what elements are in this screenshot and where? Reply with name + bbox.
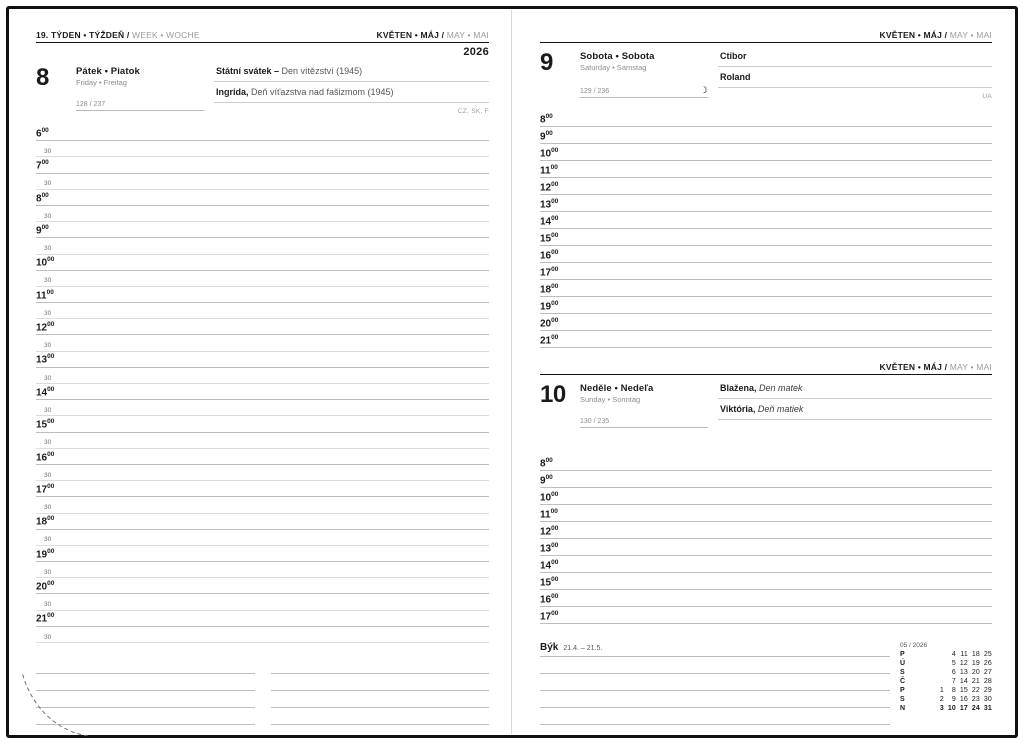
hour-row[interactable] <box>540 280 992 297</box>
sunday-name-column <box>574 383 708 428</box>
mini-calendar-date: 31 <box>983 705 992 713</box>
hour-row[interactable] <box>540 331 992 348</box>
saturday-day-number: 9 <box>540 49 553 76</box>
hour-row[interactable] <box>540 539 992 556</box>
saturday-weekday-name-translated: Saturday • Samstag <box>580 63 647 72</box>
mini-calendar-date: 21 <box>971 678 980 686</box>
friday-holiday-label: Státní svátek – <box>216 66 280 76</box>
hour-label: $19^{00}$ <box>540 299 559 312</box>
hour-row[interactable] <box>540 573 992 590</box>
half-hour-label: 30 <box>44 633 52 641</box>
month-name-text: KVĚTEN • MÁJ / <box>376 30 445 40</box>
sunday-footer <box>540 642 992 725</box>
mini-calendar-date: 2 <box>939 696 944 704</box>
half-hour-label: 30 <box>44 342 52 350</box>
hour-label: $20^{00}$ <box>36 580 55 593</box>
note-line[interactable] <box>36 674 255 691</box>
hour-label: $9^{00}$ <box>36 223 49 237</box>
mini-calendar-date: 17 <box>959 705 968 713</box>
mini-calendar-date: 27 <box>983 669 992 677</box>
hour-label: $14^{00}$ <box>36 385 55 399</box>
sunday-nameday-1: Blažena, <box>720 383 757 393</box>
mini-calendar-day-letter: S <box>900 669 905 677</box>
mini-calendar-date <box>935 660 944 669</box>
half-hour-label: 30 <box>44 471 52 479</box>
notes-column-left[interactable] <box>36 657 255 725</box>
mini-calendar-date: 9 <box>951 696 956 704</box>
half-hour-row[interactable] <box>36 271 489 287</box>
half-hour-label: 30 <box>44 245 52 252</box>
hour-row[interactable] <box>36 481 489 497</box>
zodiac-date-range: 21.4. – 21.5. <box>563 645 603 652</box>
friday-weekday-name: Pátek • Piatok <box>76 66 140 77</box>
right-running-head-mid <box>540 362 992 375</box>
sunday-weekday-name: Neděle • Nedeľa <box>580 383 654 394</box>
half-hour-label: 30 <box>44 601 52 609</box>
mini-calendar-date: 1 <box>939 687 944 695</box>
half-hour-row[interactable] <box>36 562 489 578</box>
note-line[interactable] <box>36 657 255 674</box>
note-line[interactable] <box>36 708 255 725</box>
left-page <box>10 10 512 734</box>
hour-row[interactable] <box>36 449 489 465</box>
half-hour-row[interactable] <box>36 335 489 351</box>
saturday-number-column <box>540 51 574 100</box>
mini-calendar-date: 4 <box>951 651 956 659</box>
hour-label: $9^{00}$ <box>540 473 553 486</box>
mini-calendar-day-letter: S <box>900 696 905 704</box>
mini-calendar-date <box>935 669 944 678</box>
half-hour-row[interactable] <box>36 465 489 481</box>
hour-label: $18^{00}$ <box>36 515 55 528</box>
mini-calendar-row <box>900 696 992 705</box>
half-hour-label: 30 <box>44 374 52 382</box>
mini-calendar-cells <box>910 669 992 678</box>
hour-label: $10^{00}$ <box>540 146 559 159</box>
hour-label: $11^{00}$ <box>540 163 558 176</box>
note-line[interactable] <box>540 674 890 691</box>
hour-label: $13^{00}$ <box>540 541 559 554</box>
mini-calendar-cells <box>910 651 992 660</box>
saturday-country-codes: UA <box>982 93 992 100</box>
half-hour-row[interactable] <box>36 174 489 190</box>
hour-label: $13^{00}$ <box>540 197 559 210</box>
hour-row[interactable] <box>540 488 992 505</box>
hour-row[interactable] <box>540 246 992 263</box>
hour-label: $17^{00}$ <box>540 609 559 622</box>
mini-calendar-row <box>900 651 992 660</box>
mini-calendar-date: 11 <box>960 651 968 659</box>
hour-label: $9^{00}$ <box>540 129 553 142</box>
hour-label: $21^{00}$ <box>540 333 559 346</box>
hour-row[interactable] <box>36 157 489 173</box>
hour-row[interactable] <box>36 222 489 238</box>
hour-label: $8^{00}$ <box>540 112 553 125</box>
friday-country-codes: CZ, SK, F <box>457 108 489 115</box>
saturday-nameday-line-2[interactable] <box>718 72 992 88</box>
hour-row[interactable] <box>36 416 489 432</box>
week-label-translations: WEEK • WOCHE <box>131 30 200 40</box>
hour-row[interactable] <box>36 255 489 271</box>
moon-phase-icon: ☽ <box>699 85 708 95</box>
sunday-day-progress: 130 / 235 <box>580 418 708 428</box>
hour-label: $6^{00}$ <box>36 126 49 140</box>
half-hour-row[interactable] <box>36 530 489 546</box>
mini-calendar-date: 13 <box>959 669 968 677</box>
mini-calendar-cells <box>910 678 992 687</box>
mini-calendar-date: 28 <box>983 678 992 686</box>
mini-calendar-day-letter: P <box>900 687 905 695</box>
hour-label: $8^{00}$ <box>540 456 553 469</box>
half-hour-label: 30 <box>44 147 52 155</box>
hour-row[interactable] <box>36 287 489 303</box>
note-line[interactable] <box>540 708 890 725</box>
mini-calendar-cells <box>910 660 992 669</box>
hour-row[interactable] <box>540 229 992 246</box>
mini-calendar-cells <box>910 687 992 696</box>
friday-holiday-line[interactable] <box>214 66 489 82</box>
note-line[interactable] <box>540 691 890 708</box>
mini-calendar-day-letter: N <box>900 705 906 713</box>
mini-calendar-date: 25 <box>983 651 992 659</box>
hour-label: $15^{00}$ <box>540 575 559 588</box>
hour-row[interactable] <box>540 195 992 212</box>
mini-calendar-day-letter: Ú <box>900 660 906 668</box>
mini-calendar-date: 10 <box>947 705 956 713</box>
friday-notes-area[interactable] <box>204 66 489 115</box>
mini-calendar-date: 20 <box>971 669 980 677</box>
note-line[interactable] <box>271 657 490 674</box>
hour-label: $20^{00}$ <box>540 316 559 329</box>
half-hour-row[interactable] <box>36 141 489 157</box>
hour-row[interactable] <box>540 144 992 161</box>
hour-row[interactable] <box>540 471 992 488</box>
friday-weekday-name-translated: Friday • Freitag <box>76 78 127 87</box>
half-hour-label: 30 <box>44 309 52 317</box>
half-hour-row[interactable] <box>36 368 489 384</box>
friday-nameday-line[interactable] <box>214 87 489 103</box>
mini-calendar-row <box>900 678 992 687</box>
half-hour-row[interactable] <box>36 627 489 643</box>
right-page <box>512 10 1014 734</box>
hour-label: $8^{00}$ <box>36 191 49 204</box>
right-running-head-top <box>540 30 992 43</box>
zodiac-name: Býk <box>540 642 559 653</box>
mini-calendar-row-sunday <box>900 705 992 714</box>
half-hour-label: 30 <box>44 439 52 447</box>
mini-calendar <box>900 642 992 714</box>
note-line[interactable] <box>540 657 890 674</box>
mini-calendar-date: 8 <box>951 687 956 695</box>
hour-label: $12^{00}$ <box>36 321 55 334</box>
mini-calendar-cells <box>910 696 992 705</box>
hour-label: $17^{00}$ <box>540 265 559 278</box>
mini-calendar-cells <box>910 705 992 714</box>
note-line[interactable] <box>271 691 490 708</box>
half-hour-label: 30 <box>44 212 52 220</box>
spread-content <box>10 10 1014 734</box>
note-line[interactable] <box>271 674 490 691</box>
zodiac-and-notes[interactable] <box>540 642 900 725</box>
mini-calendar-row <box>900 669 992 678</box>
saturday-names-area[interactable] <box>708 51 992 100</box>
hour-label: $7^{00}$ <box>36 159 49 172</box>
sunday-header <box>540 383 992 428</box>
mini-calendar-date: 23 <box>971 696 980 704</box>
half-hour-row[interactable] <box>36 497 489 513</box>
friday-number-column <box>36 66 70 115</box>
mini-calendar-day-letter: P <box>900 651 905 659</box>
saturday-weekday-name: Sobota • Sobota <box>580 51 655 62</box>
hour-row[interactable] <box>540 263 992 280</box>
hour-label: $15^{00}$ <box>36 418 55 431</box>
hour-label: $10^{00}$ <box>36 256 55 269</box>
mini-calendar-date: 26 <box>983 660 992 668</box>
saturday-nameday-2: Roland <box>720 72 751 82</box>
week-number-text: 19. TÝDEN • TÝŽDEŇ / <box>36 30 130 40</box>
sunday-number-column <box>540 383 574 428</box>
half-hour-row[interactable] <box>36 400 489 416</box>
hour-row[interactable] <box>36 125 489 141</box>
hour-row[interactable] <box>540 297 992 314</box>
mini-calendar-date: 12 <box>959 660 968 668</box>
mini-calendar-date: 14 <box>959 678 968 686</box>
hour-row[interactable] <box>540 454 992 471</box>
hour-row[interactable] <box>540 522 992 539</box>
hour-label: $11^{00}$ <box>36 288 54 302</box>
hour-label: $12^{00}$ <box>540 524 559 537</box>
friday-nameday-label: Ingrida, <box>216 87 249 97</box>
hour-label: $19^{00}$ <box>36 547 55 561</box>
sunday-day-number: 10 <box>540 381 566 408</box>
mini-calendar-date: 15 <box>959 687 968 695</box>
half-hour-label: 30 <box>44 406 52 414</box>
half-hour-row[interactable] <box>36 303 489 319</box>
hour-row[interactable] <box>540 178 992 195</box>
mini-calendar-date <box>935 651 944 660</box>
mini-calendar-date: 5 <box>951 660 956 668</box>
hour-row[interactable] <box>36 384 489 400</box>
month-name-text-saturday: KVĚTEN • MÁJ / <box>879 30 948 40</box>
notes-column-right[interactable] <box>271 657 490 725</box>
hour-row[interactable] <box>540 212 992 229</box>
week-label <box>36 30 200 40</box>
half-hour-row[interactable] <box>36 206 489 222</box>
sunday-nameday-line-2[interactable] <box>718 404 992 420</box>
mini-calendar-title: 05 / 2026 <box>900 642 928 649</box>
half-hour-label: 30 <box>44 568 52 576</box>
zodiac-row <box>540 642 890 657</box>
saturday-name-column <box>574 51 708 100</box>
hour-label: $14^{00}$ <box>540 214 559 227</box>
saturday-day-progress: 129 / 236 <box>580 88 610 95</box>
hour-row[interactable] <box>540 607 992 624</box>
friday-nameday-text: Deň víťazstva nad fašizmom (1945) <box>251 87 394 97</box>
year-label: 2026 <box>463 46 489 58</box>
hour-row[interactable] <box>540 590 992 607</box>
saturday-day-progress-row <box>580 86 708 98</box>
hour-label: $13^{00}$ <box>36 353 55 366</box>
saturday-nameday-line-1[interactable] <box>718 51 992 67</box>
mini-calendar-row <box>900 660 992 669</box>
hour-row[interactable] <box>540 556 992 573</box>
mini-calendar-date: 22 <box>971 687 980 695</box>
half-hour-label: 30 <box>44 277 52 285</box>
month-label-translations: MAY • MAI <box>446 30 489 40</box>
mini-calendar-day-letter: Č <box>900 678 906 686</box>
saturday-header <box>540 51 992 100</box>
mini-calendar-date: 24 <box>971 705 980 713</box>
month-label-translations-saturday: MAY • MAI <box>949 30 992 40</box>
friday-day-progress: 128 / 237 <box>76 101 204 111</box>
hour-label: $10^{00}$ <box>540 490 559 503</box>
friday-free-notes[interactable] <box>36 657 489 725</box>
half-hour-row[interactable] <box>36 433 489 449</box>
mini-calendar-date: 19 <box>971 660 980 668</box>
sunday-hour-grid[interactable] <box>540 454 992 624</box>
mini-calendar-row <box>900 687 992 696</box>
hour-label: $16^{00}$ <box>540 248 559 261</box>
hour-row[interactable] <box>36 514 489 530</box>
mini-calendar-date: 6 <box>951 669 956 677</box>
friday-header <box>36 66 489 115</box>
mini-calendar-date: 30 <box>983 696 992 704</box>
hour-label: $11^{00}$ <box>540 507 558 520</box>
hour-label: $16^{00}$ <box>540 592 559 605</box>
hour-label: $17^{00}$ <box>36 482 55 496</box>
month-label-translations-sunday: MAY • MAI <box>949 362 992 372</box>
half-hour-label: 30 <box>44 180 52 188</box>
hour-label: $21^{00}$ <box>36 612 55 625</box>
note-line[interactable] <box>271 708 490 725</box>
hour-row[interactable] <box>540 127 992 144</box>
month-label-saturday <box>880 30 992 40</box>
hour-label: $18^{00}$ <box>540 282 559 295</box>
month-label-sunday <box>880 362 992 372</box>
half-hour-row[interactable] <box>36 238 489 254</box>
saturday-hour-grid[interactable] <box>540 110 992 348</box>
hour-label: $16^{00}$ <box>36 450 55 463</box>
saturday-nameday-1: Ctibor <box>720 51 747 61</box>
mini-calendar-date: 16 <box>959 696 968 704</box>
hour-row[interactable] <box>540 505 992 522</box>
hour-row[interactable] <box>36 352 489 368</box>
friday-name-column <box>70 66 204 115</box>
hour-row[interactable] <box>36 611 489 627</box>
mini-calendar-date: 3 <box>939 705 944 713</box>
mini-calendar-date <box>935 678 944 687</box>
sunday-nameday-line-1[interactable] <box>718 383 992 399</box>
friday-hour-grid[interactable] <box>36 125 489 643</box>
hour-label: $12^{00}$ <box>540 180 559 193</box>
half-hour-label: 30 <box>44 504 52 511</box>
month-label <box>377 30 489 40</box>
mini-calendar-date: 18 <box>971 651 980 659</box>
section-spacer <box>540 348 992 362</box>
hour-row[interactable] <box>36 546 489 562</box>
hour-row[interactable] <box>540 110 992 127</box>
sunday-holiday-1: Den matek <box>759 383 803 393</box>
hour-row[interactable] <box>36 578 489 594</box>
note-line[interactable] <box>36 691 255 708</box>
hour-row[interactable] <box>540 314 992 331</box>
left-running-head <box>36 30 489 43</box>
friday-day-number: 8 <box>36 64 49 91</box>
mini-calendar-date: 7 <box>951 678 956 686</box>
friday-holiday-text: Den vítězství (1945) <box>281 66 363 76</box>
hour-label: $14^{00}$ <box>540 558 559 571</box>
mini-calendar-date: 29 <box>983 687 992 695</box>
half-hour-label: 30 <box>44 536 52 544</box>
hour-row[interactable] <box>36 190 489 206</box>
half-hour-row[interactable] <box>36 594 489 610</box>
hour-row[interactable] <box>36 319 489 335</box>
month-name-text-sunday: KVĚTEN • MÁJ / <box>879 362 948 372</box>
hour-label: $15^{00}$ <box>540 231 559 244</box>
hour-row[interactable] <box>540 161 992 178</box>
sunday-nameday-2: Viktória, <box>720 404 756 414</box>
sunday-weekday-name-translated: Sunday • Sonntag <box>580 395 641 404</box>
sunday-names-area[interactable] <box>708 383 992 428</box>
sunday-holiday-2: Deň matiek <box>757 404 804 414</box>
